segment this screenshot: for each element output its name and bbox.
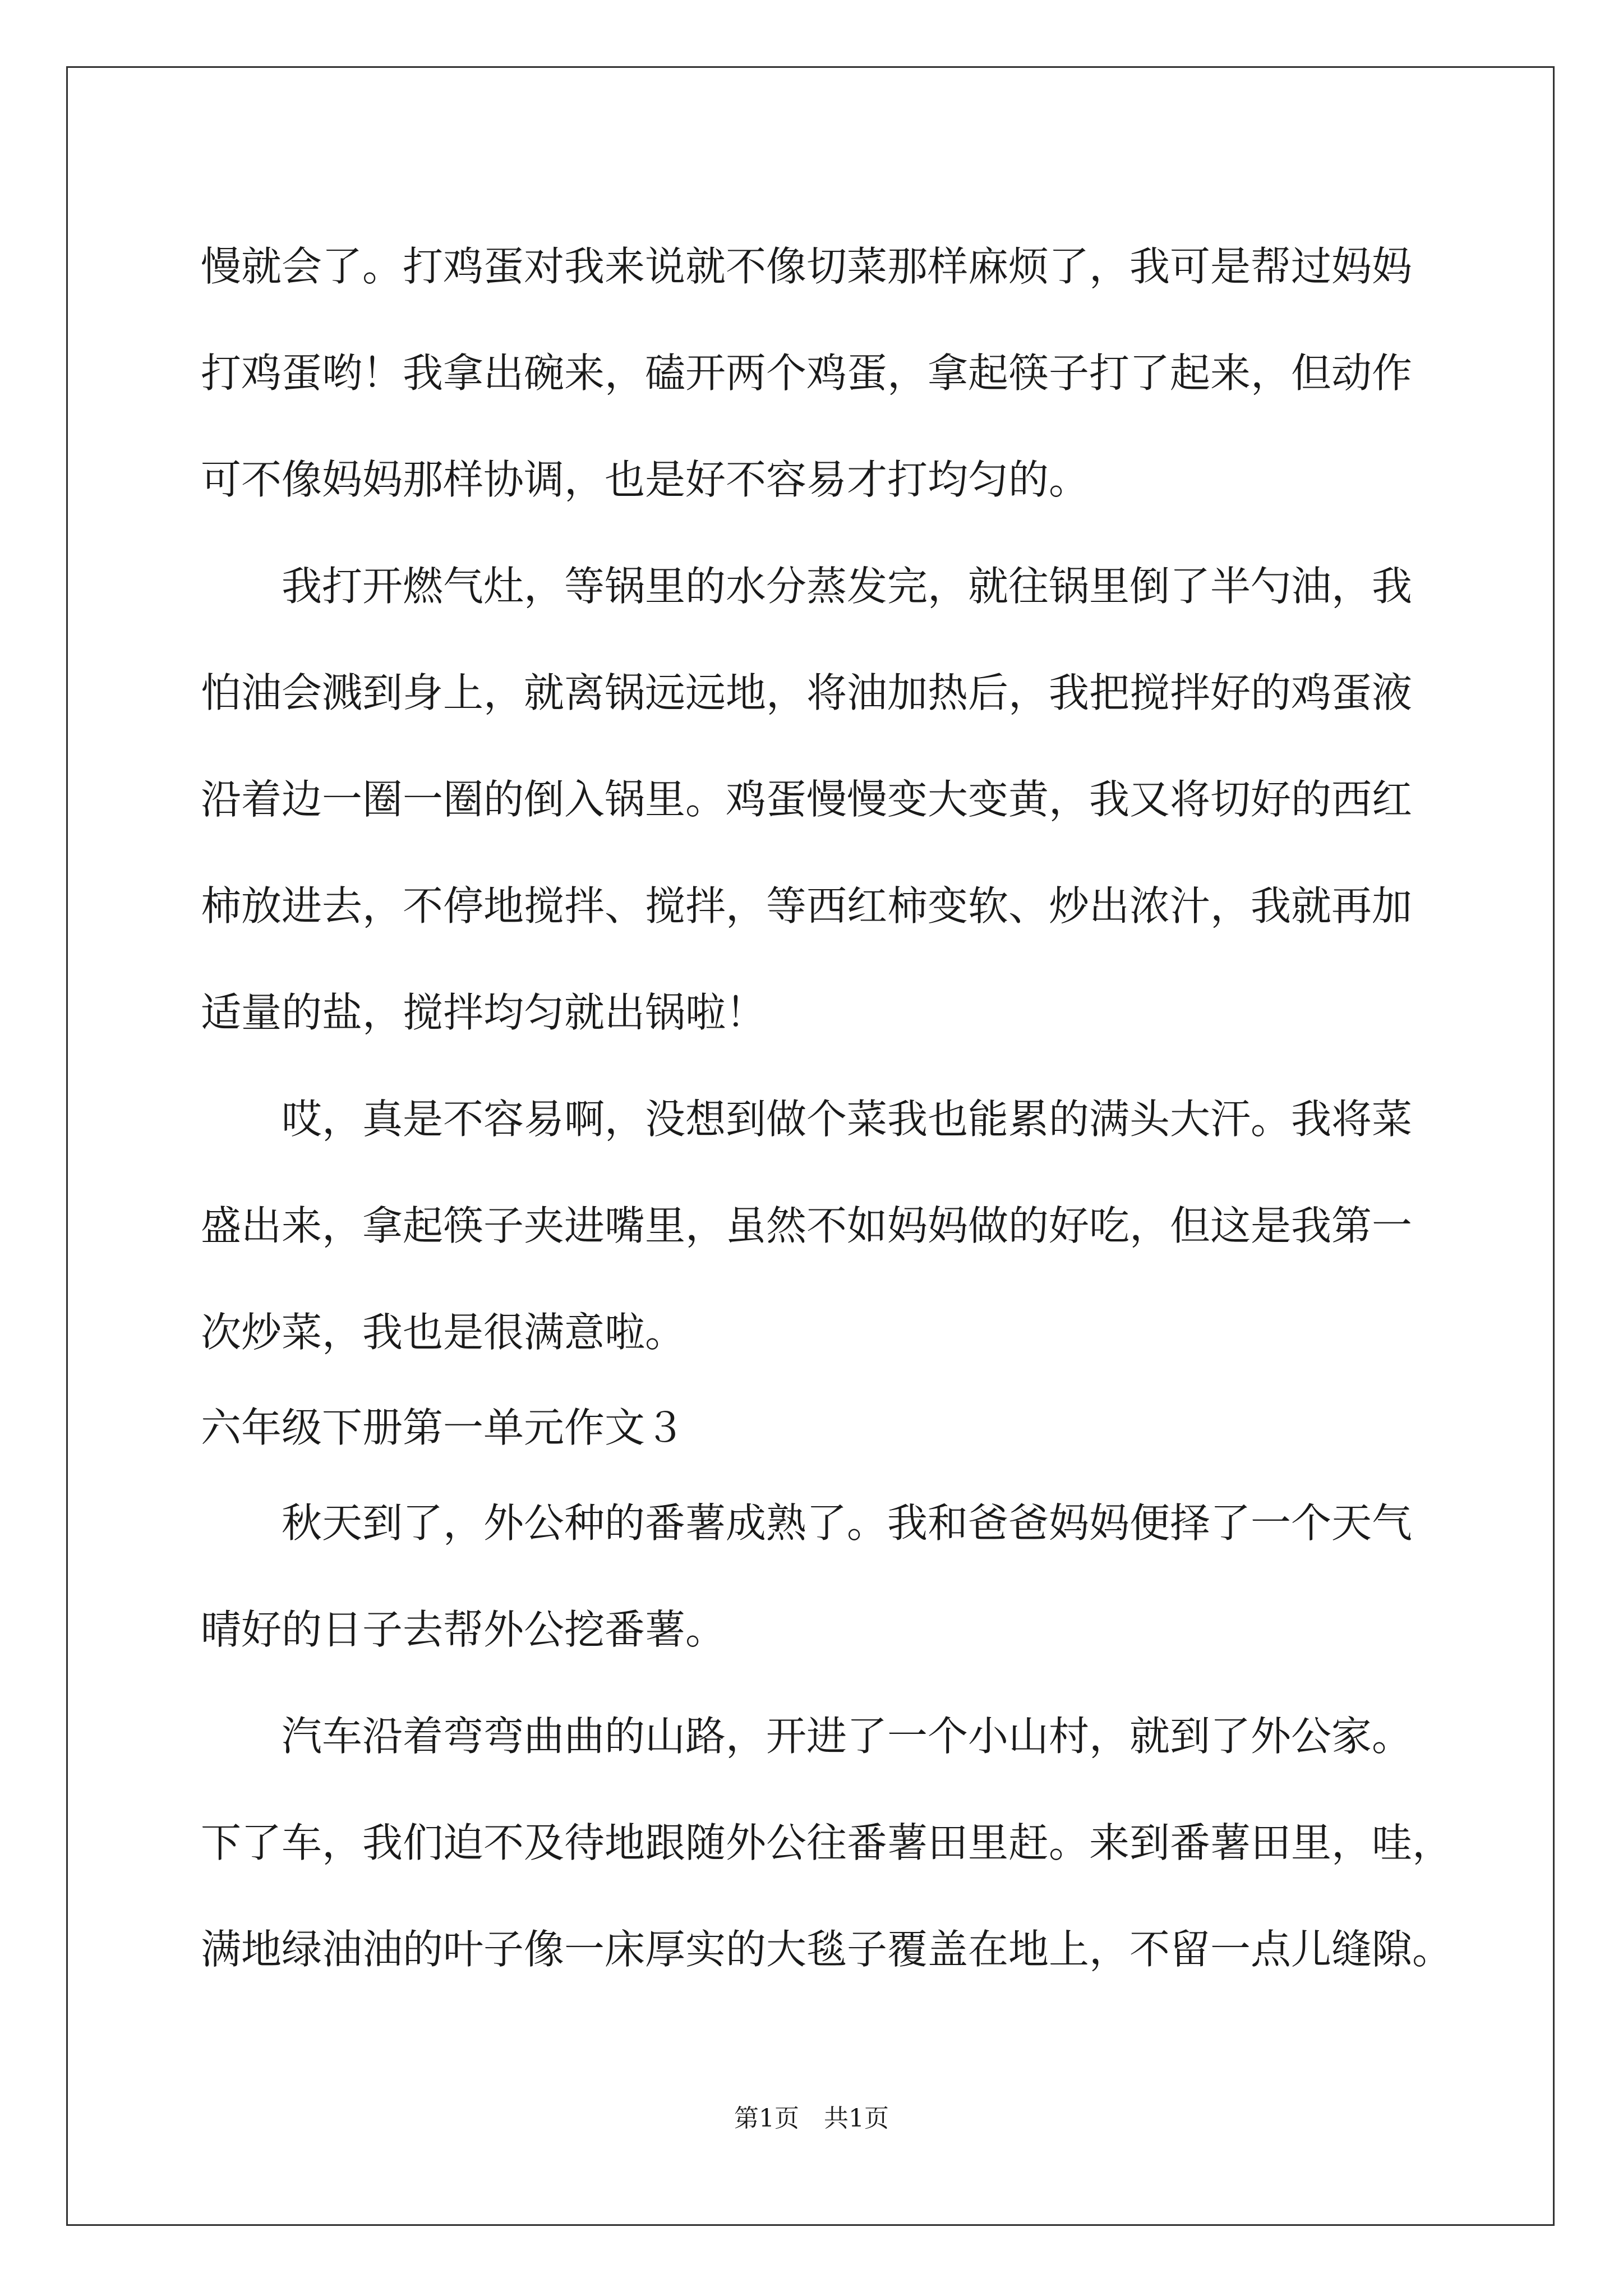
text-line: 满地绿油油的叶子像一床厚实的大毯子覆盖在地上，不留一点儿缝隙。: [201, 1926, 1453, 1973]
text-line: 次炒菜，我也是很满意啦。: [201, 1309, 686, 1356]
text-line: 柿放进去，不停地搅拌、搅拌，等西红柿变软、炒出浓汁，我就再加: [201, 882, 1413, 930]
text-line: 可不像妈妈那样协调，也是好不容易才打均匀的。: [201, 456, 1090, 503]
text-line: 晴好的日子去帮外公挖番薯。: [201, 1606, 726, 1653]
text-line: 打鸡蛋哟！我拿出碗来，磕开两个鸡蛋，拿起筷子打了起来，但动作: [201, 349, 1413, 397]
text-line: 汽车沿着弯弯曲曲的山路，开进了一个小山村，就到了外公家。: [282, 1713, 1413, 1760]
text-line: 秋天到了，外公种的番薯成熟了。我和爸爸妈妈便择了一个天气: [282, 1499, 1413, 1547]
text-line: 盛出来，拿起筷子夹进嘴里，虽然不如妈妈做的好吃，但这是我第一: [201, 1202, 1413, 1249]
text-line: 适量的盐，搅拌均匀就出锅啦！: [201, 989, 767, 1036]
text-line: 我打开燃气灶，等锅里的水分蒸发完，就往锅里倒了半勺油，我: [282, 563, 1413, 610]
document-body: [201, 213, 1453, 2003]
page-footer: 第1页 共1页: [734, 2104, 889, 2133]
text-line: 下了车，我们迫不及待地跟随外公往番薯田里赶。来到番薯田里，哇，: [201, 1819, 1453, 1866]
text-line: 怕油会溅到身上，就离锅远远地，将油加热后，我把搅拌好的鸡蛋液: [201, 669, 1413, 716]
text-line: 慢就会了。打鸡蛋对我来说就不像切菜那样麻烦了，我可是帮过妈妈: [201, 243, 1413, 290]
text-line: 哎，真是不容易啊，没想到做个菜我也能累的满头大汗。我将菜: [282, 1096, 1413, 1143]
section-heading: 六年级下册第一单元作文３: [201, 1404, 686, 1451]
text-line: 沿着边一圈一圈的倒入锅里。鸡蛋慢慢变大变黄，我又将切好的西红: [201, 776, 1413, 823]
